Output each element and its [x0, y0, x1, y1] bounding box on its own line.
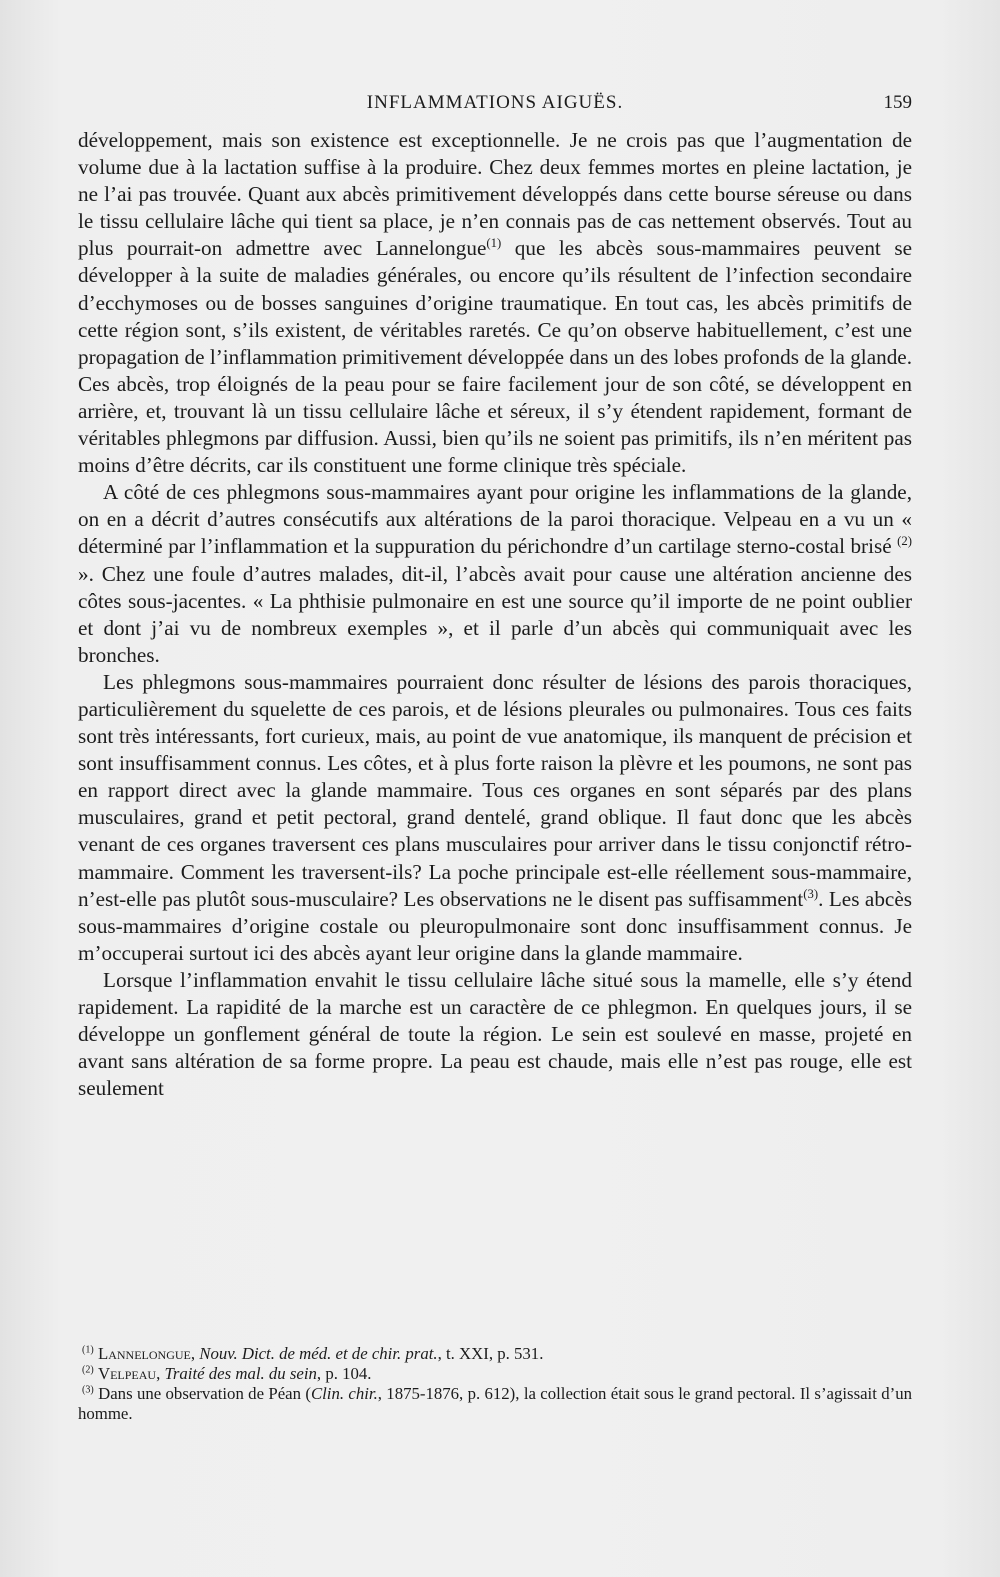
- text-run: développement, mais son existence est exceptionnelle. Je ne crois pas que l’augmentation de volume due à la lactation suffise à la produire. Chez deux femmes mortes en pleine lactation, je ne l’ai pas trouvée. Quant aux abcès primitivement développés dans cette bourse séreuse ou dans le tissu cellulaire lâche qui tient sa place, je n’en connais pas de cas nettement observés. Tout au plus pourrait-on admettre avec Lannelongue: [78, 128, 912, 261]
- page-header: [78, 92, 912, 118]
- running-title: INFLAMMATIONS AIGUËS.: [366, 92, 624, 113]
- text-run: ». Chez une foule d’autres malades, dit-il, l’abcès avait pour cause une altération ancienne des côtes sous-jacentes. « La phthisie pulmonaire en est une source qu’il importe de ne point oublier et dont j’ai vu de nombreux exemples », et il parle d’un abcès qui communiquait avec les bronches.: [78, 561, 912, 667]
- footnote: [78, 1364, 912, 1384]
- paragraph: [78, 127, 912, 479]
- text-run: Les phlegmons sous-mammaires pourraient donc résulter de lésions des parois thoraciques, particulièrement du squelette de ces parois, et de lésions pleurales ou pulmonaires. Tous ces faits sont très intéressants, fort curieux, mais, au point de vue anatomique, ils manquent de précision et sont insuffisamment connus. Les côtes, et à plus forte raison la plèvre et les poumons, ne sont pas en rapport direct avec la glande mammaire. Tous ces organes en sont séparés par des plans musculaires, grand et petit pectoral, grand dentelé, grand oblique. Il faut donc que les abcès venant de ces organes traversent ces plans musculaires pour arriver dans le tissu conjonctif rétro-mammaire. Comment les traversent-ils? La poche principale est-elle réellement sous-mammaire, n’est-elle pas plutôt sous-musculaire? Les observations ne le disent pas suffisamment: [78, 669, 912, 911]
- page-number: 159: [883, 92, 912, 113]
- text-run: A côté de ces phlegmons sous-mammaires ayant pour origine les inflammations de la glande, on en a décrit d’autres consécutifs aux altérations de la paroi thoracique. Velpeau en a vu un « déterminé par l’inflammation et la suppuration du périchondre d’un cartilage sterno-costal brisé: [78, 480, 912, 559]
- footnote-marker: (3): [803, 886, 819, 901]
- text-run: , t. XXI, p. 531.: [437, 1344, 544, 1363]
- footnote: [78, 1384, 912, 1424]
- footnote: [78, 1344, 912, 1364]
- text-run: Dans une observation de Péan (: [93, 1384, 311, 1403]
- text-run: ,: [190, 1344, 200, 1363]
- paragraph: [78, 967, 912, 1102]
- footnote-marker: (3): [82, 1384, 94, 1396]
- footnote-marker: (2): [897, 534, 912, 549]
- text-run: que les abcès sous-mammaires peuvent se développer à la suite de maladies générales, ou encore qu’ils résultent de l’infection secondaire d’ecchymoses ou de bosses sanguines d’origine traumatique. En tout cas, les abcès primitifs de cette région sont, s’ils existent, de véritables raretés. Ce qu’on observe habituellement, c’est une propagation de l’inflammation primitivement développée dans un des lobes profonds de la glande. Ces abcès, trop éloignés de la peau pour se faire facilement jour de son côté, se développent en arrière, et, trouvant là un tissu cellulaire lâche et séreux, il s’y étendent rapidement, formant de véritables phlegmons par diffusion. Aussi, bien qu’ils ne soient pas primitifs, ils n’en méritent pas moins d’être décrits, car ils constituent une forme clinique très spéciale.: [78, 236, 912, 478]
- italic-run: Traité des mal. du sein: [164, 1364, 317, 1383]
- body-text: [78, 127, 912, 1102]
- footnotes: [78, 1344, 912, 1424]
- text-run: ,: [156, 1364, 165, 1383]
- paragraph: [78, 479, 912, 669]
- text-run: . Les abcès sous-mammaires d’origine costale ou pleuropulmonaire sont donc insuffisamment connus. Je m’occuperai surtout ici des abcès ayant leur origine dans la glande mammaire.: [78, 886, 912, 965]
- italic-run: Nouv. Dict. de méd. et de chir. prat.: [199, 1344, 438, 1363]
- text-run: , p. 104.: [316, 1364, 372, 1383]
- italic-run: Clin. chir.: [310, 1384, 378, 1403]
- footnote-marker: (2): [82, 1364, 94, 1376]
- author-name: Velpeau: [97, 1364, 157, 1383]
- paragraph: [78, 669, 912, 967]
- text-run: Lorsque l’inflammation envahit le tissu cellulaire lâche situé sous la mamelle, elle s’y étend rapidement. La rapidité de la marche est un caractère de ce phlegmon. En quelques jours, il se développe un gonflement général de toute la région. Le sein est soulevé en masse, projeté en avant sans altération de sa forme propre. La peau est chaude, mais elle n’est pas rouge, elle est seulement: [78, 967, 912, 1101]
- footnote-marker: (1): [486, 236, 502, 251]
- author-name: Lannelongue: [97, 1344, 191, 1363]
- footnote-marker: (1): [82, 1344, 94, 1356]
- text-run: , 1875-1876, p. 612), la collection était sous le grand pectoral. Il s’agissait d’un homme.: [78, 1384, 912, 1423]
